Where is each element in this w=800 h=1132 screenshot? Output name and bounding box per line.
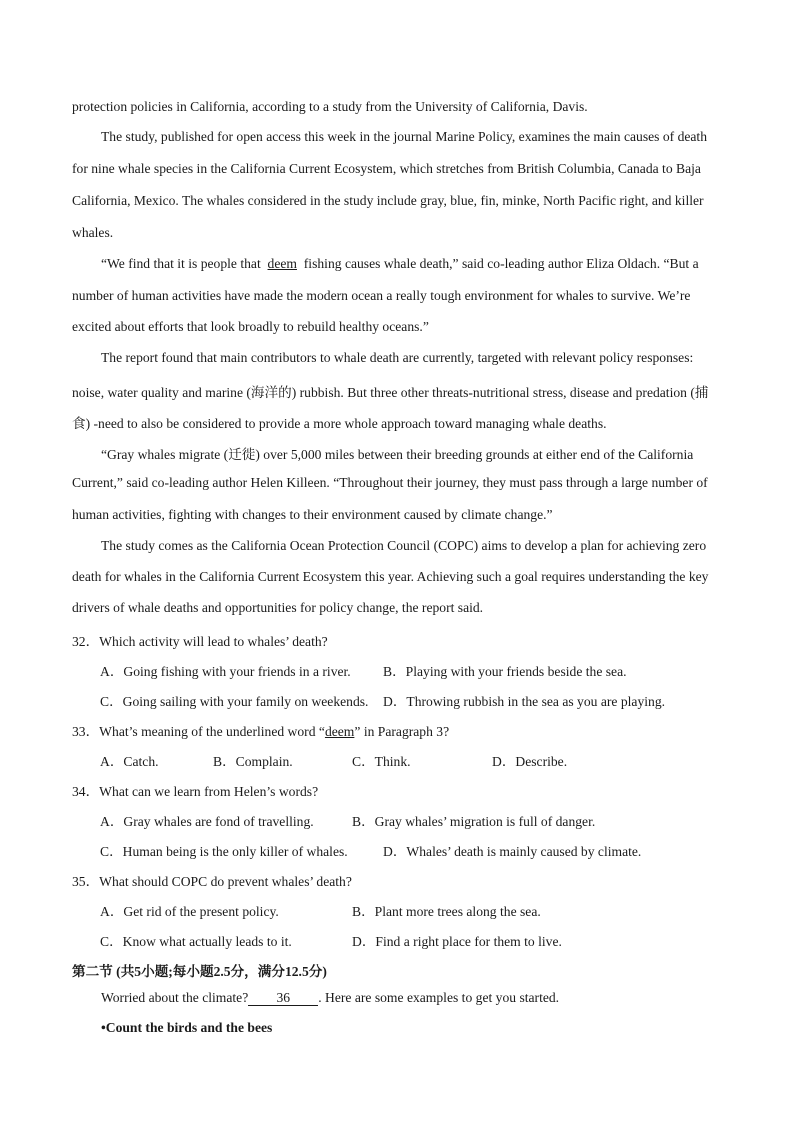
- intro-text: Worried about the climate?: [101, 990, 249, 1005]
- passage-line: noise, water quality and marine (海洋的) rubbish. But three other threats-nutritional stress, disease and predation (捕: [72, 385, 709, 400]
- option-b: B．Complain.: [213, 754, 293, 769]
- underlined-word: deem: [324, 724, 355, 739]
- passage-line: The study, published for open access this week in the journal Marine Policy, examines the main causes of death: [101, 129, 708, 144]
- underlined-word: deem: [267, 256, 297, 271]
- passage-line: protection policies in California, according to a study from the University of California, Davis.: [72, 99, 588, 114]
- passage-line: human activities, fighting with changes to their environment caused by climate change.”: [72, 507, 553, 522]
- option-b: B．Playing with your friends beside the sea.: [383, 664, 627, 679]
- option-c: C．Human being is the only killer of whales.: [100, 844, 348, 859]
- passage-line: excited about efforts that look broadly to rebuild healthy oceans.”: [72, 319, 429, 334]
- option-a: A．Gray whales are fond of travelling.: [100, 814, 314, 829]
- section-intro: [101, 990, 559, 1006]
- question-stem: 34．What can we learn from Helen’s words?: [72, 784, 319, 799]
- passage-line: [101, 256, 699, 272]
- option-a: A．Get rid of the present policy.: [100, 904, 279, 919]
- passage-line: for nine whale species in the California Current Ecosystem, which stretches from British Columbia, Canada to Baja: [72, 161, 701, 176]
- passage-line: The report found that main contributors to whale death are currently, targeted with relevant policy responses:: [101, 350, 694, 365]
- passage-text: “We find that it is people that: [101, 256, 261, 271]
- option-d: D．Find a right place for them to live.: [352, 934, 562, 949]
- option-d: D．Describe.: [492, 754, 568, 769]
- option-d: D．Whales’ death is mainly caused by climate.: [383, 844, 642, 859]
- option-c: C．Think.: [352, 754, 411, 769]
- option-d: D．Throwing rubbish in the sea as you are playing.: [383, 694, 666, 709]
- passage-line: “Gray whales migrate (迁徙) over 5,000 miles between their breeding grounds at either end of the California: [101, 447, 694, 462]
- question-text: 33．What’s meaning of the underlined word “: [72, 724, 325, 739]
- passage-line: The study comes as the California Ocean Protection Council (COPC) aims to develop a plan for achieving zero: [101, 538, 707, 553]
- option-c: C．Know what actually leads to it.: [100, 934, 292, 949]
- passage-line: death for whales in the California Current Ecosystem this year. Achieving such a goal requires understanding the key: [72, 569, 709, 584]
- question-text: ” in Paragraph 3?: [354, 724, 450, 739]
- section-subheading: •Count the birds and the bees: [101, 1020, 273, 1035]
- intro-text: . Here are some examples to get you started.: [318, 990, 560, 1005]
- passage-line: California, Mexico. The whales considered in the study include gray, blue, fin, minke, North Pacific right, and killer: [72, 193, 704, 208]
- option-a: A．Going fishing with your friends in a river.: [100, 664, 351, 679]
- answer-blank: 36: [248, 991, 318, 1006]
- question-stem: 32．Which activity will lead to whales’ death?: [72, 634, 328, 649]
- passage-text: fishing causes whale death,” said co-leading author Eliza Oldach. “But a: [303, 256, 699, 271]
- option-b: B．Plant more trees along the sea.: [352, 904, 541, 919]
- passage-line: drivers of whale deaths and opportunities for policy change, the report said.: [72, 600, 484, 615]
- passage-line: Current,” said co-leading author Helen Killeen. “Throughout their journey, they must pass through a large number of: [72, 475, 708, 490]
- section-heading: 第二节 (共5小题;每小题2.5分，满分12.5分): [72, 964, 327, 979]
- passage-line: number of human activities have made the modern ocean a really tough environment for whales to survive. We’re: [72, 288, 691, 303]
- question-stem: [72, 720, 449, 740]
- option-b: B．Gray whales’ migration is full of danger.: [352, 814, 596, 829]
- question-stem: 35．What should COPC do prevent whales’ death?: [72, 874, 352, 889]
- option-a: A．Catch.: [100, 754, 159, 769]
- option-c: C．Going sailing with your family on weekends.: [100, 694, 369, 709]
- passage-line: whales.: [72, 225, 114, 240]
- passage-line: 食) -need to also be considered to provide a more whole approach toward managing whale deaths.: [72, 416, 607, 431]
